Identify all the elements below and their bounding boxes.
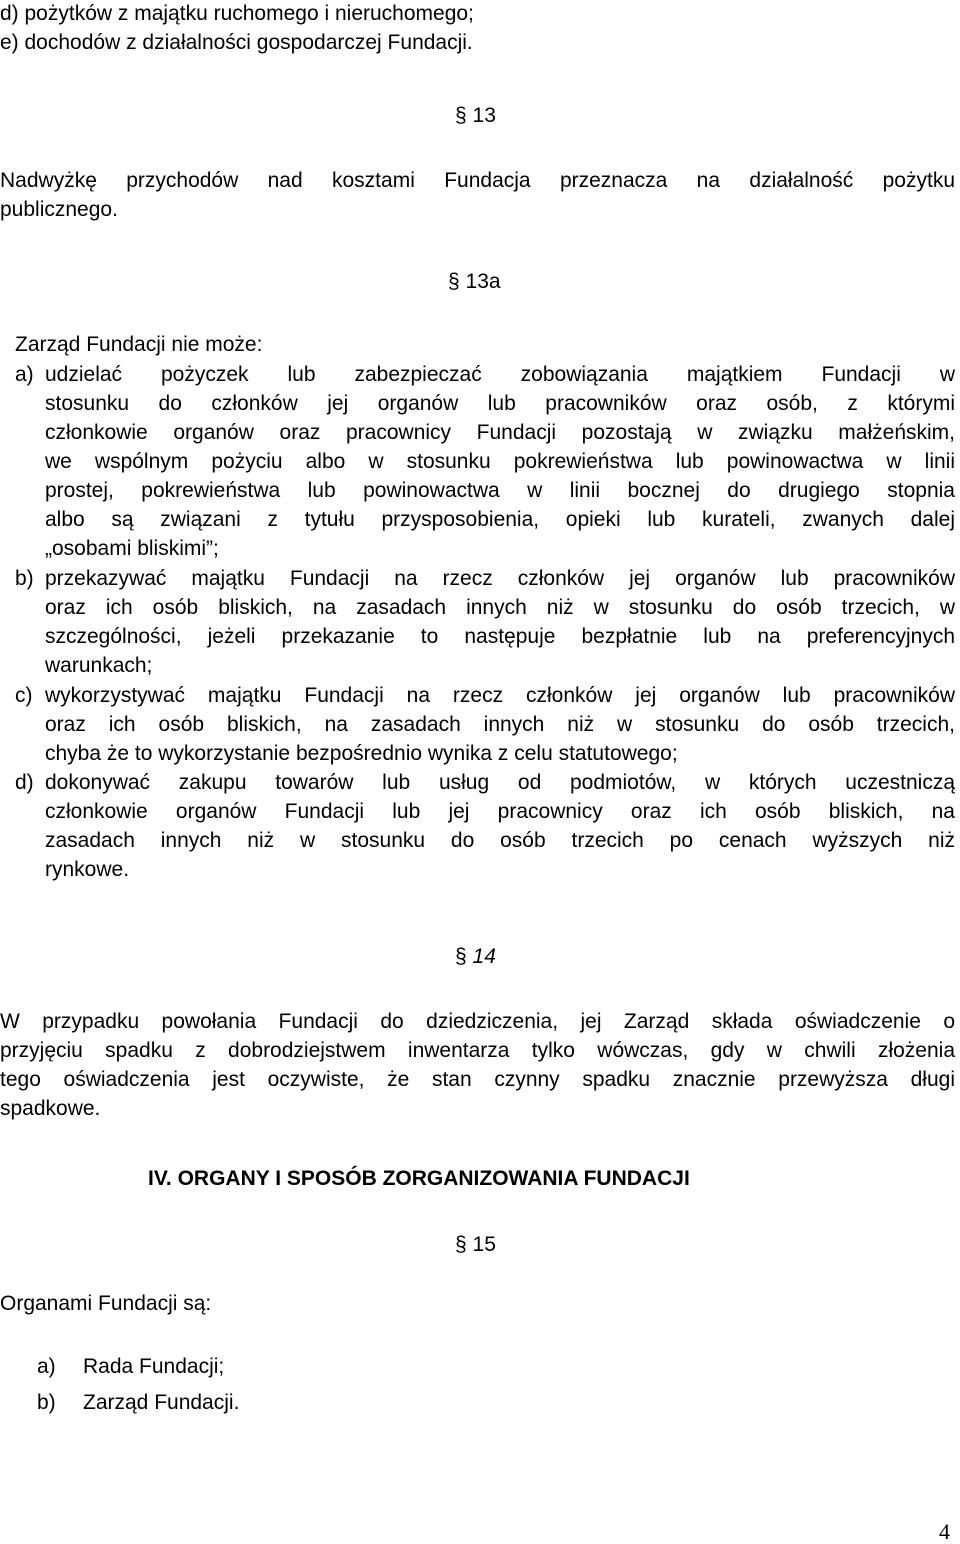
item-b-line-1: przekazywać majątku Fundacji na rzecz członków jej organów lub pracowników bbox=[45, 567, 955, 590]
item-a-line-7: „osobami bliskimi”; bbox=[45, 537, 219, 560]
list-item-e: e) dochodów z działalności gospodarczej Fundacji. bbox=[0, 31, 473, 54]
item-a-line-2: stosunku do członków jej organów lub pracowników oraz osób, z którymi bbox=[45, 392, 955, 415]
paragraph-mark: § bbox=[455, 1233, 467, 1256]
paragraph-mark: § bbox=[455, 104, 467, 127]
item-a-line-3: członkowie organów oraz pracownicy Fundacji pozostają w związku małżeńskim, bbox=[45, 421, 955, 444]
list-tag-d: d) bbox=[15, 771, 34, 794]
item-c-line-1: wykorzystywać majątku Fundacji na rzecz członków jej organów lub pracowników bbox=[45, 684, 955, 707]
list-item-d: d) pożytków z majątku ruchomego i nieruchomego; bbox=[0, 2, 474, 25]
organ-item-rada: Rada Fundacji; bbox=[83, 1355, 225, 1378]
page-number: 4 bbox=[939, 1519, 950, 1544]
item-d-line-1: dokonywać zakupu towarów lub usług od podmiotów, w których uczestniczą bbox=[45, 771, 955, 794]
section-heading-14 bbox=[455, 942, 496, 971]
paragraph-mark: § bbox=[455, 945, 467, 968]
item-b-line-3: szczególności, jeżeli przekazanie to następuje bezpłatnie lub na preferencyjnych bbox=[45, 625, 955, 648]
section-heading-15 bbox=[455, 1230, 496, 1259]
section-15-intro: Organami Fundacji są: bbox=[0, 1292, 212, 1315]
section-number: 13a bbox=[465, 270, 501, 293]
list-tag-c: c) bbox=[15, 684, 33, 707]
section-number: 14 bbox=[472, 945, 496, 968]
section-14-line-3: tego oświadczenia jest oczywiste, że stan czynny spadku znacznie przewyższa długi bbox=[0, 1068, 955, 1091]
chapter-title: IV. ORGANY I SPOSÓB ZORGANIZOWANIA FUNDACJI bbox=[148, 1167, 690, 1190]
item-d-line-3: zasadach innych niż w stosunku do osób trzecich po cenach wyższych niż bbox=[45, 829, 955, 852]
list-tag-a: a) bbox=[37, 1355, 56, 1378]
section-13-line-2: publicznego. bbox=[0, 198, 118, 221]
section-13-line-1: Nadwyżkę przychodów nad kosztami Fundacja przeznacza na działalność pożytku bbox=[0, 169, 955, 192]
item-a-line-5: prostej, pokrewieństwa lub powinowactwa w linii bocznej do drugiego stopnia bbox=[45, 479, 955, 502]
item-d-line-4: rynkowe. bbox=[45, 858, 130, 881]
list-tag-a: a) bbox=[15, 363, 34, 386]
item-a-line-1: udzielać pożyczek lub zabezpieczać zobowiązania majątkiem Fundacji w bbox=[45, 363, 955, 386]
item-a-line-4: we wspólnym pożyciu albo w stosunku pokrewieństwa lub powinowactwa w linii bbox=[45, 450, 955, 473]
item-d-line-2: członkowie organów Fundacji lub jej pracownicy oraz ich osób bliskich, na bbox=[45, 800, 955, 823]
section-heading-13a bbox=[448, 267, 501, 296]
item-b-line-4: warunkach; bbox=[45, 654, 153, 677]
section-14-line-1: W przypadku powołania Fundacji do dziedziczenia, jej Zarząd składa oświadczenie o bbox=[0, 1010, 955, 1033]
section-13a-intro: Zarząd Fundacji nie może: bbox=[15, 333, 263, 356]
section-14-line-2: przyjęciu spadku z dobrodziejstwem inwentarza tylko wówczas, gdy w chwili złożenia bbox=[0, 1039, 955, 1062]
section-number: 15 bbox=[472, 1233, 496, 1256]
list-tag-b: b) bbox=[15, 567, 34, 590]
section-14-line-4: spadkowe. bbox=[0, 1097, 101, 1120]
section-heading-13 bbox=[455, 101, 496, 130]
item-c-line-2: oraz ich osób bliskich, na zasadach innych niż w stosunku do osób trzecich, bbox=[45, 713, 955, 736]
paragraph-mark: § bbox=[448, 270, 460, 293]
list-tag-b: b) bbox=[37, 1391, 56, 1414]
item-a-line-6: albo są związani z tytułu przysposobienia, opieki lub kurateli, zwanych dalej bbox=[45, 508, 955, 531]
section-number: 13 bbox=[472, 104, 496, 127]
organ-item-zarzad: Zarząd Fundacji. bbox=[83, 1391, 240, 1414]
item-b-line-2: oraz ich osób bliskich, na zasadach innych niż w stosunku do osób trzecich, w bbox=[45, 596, 955, 619]
item-c-line-3: chyba że to wykorzystanie bezpośrednio wynika z celu statutowego; bbox=[45, 742, 678, 765]
